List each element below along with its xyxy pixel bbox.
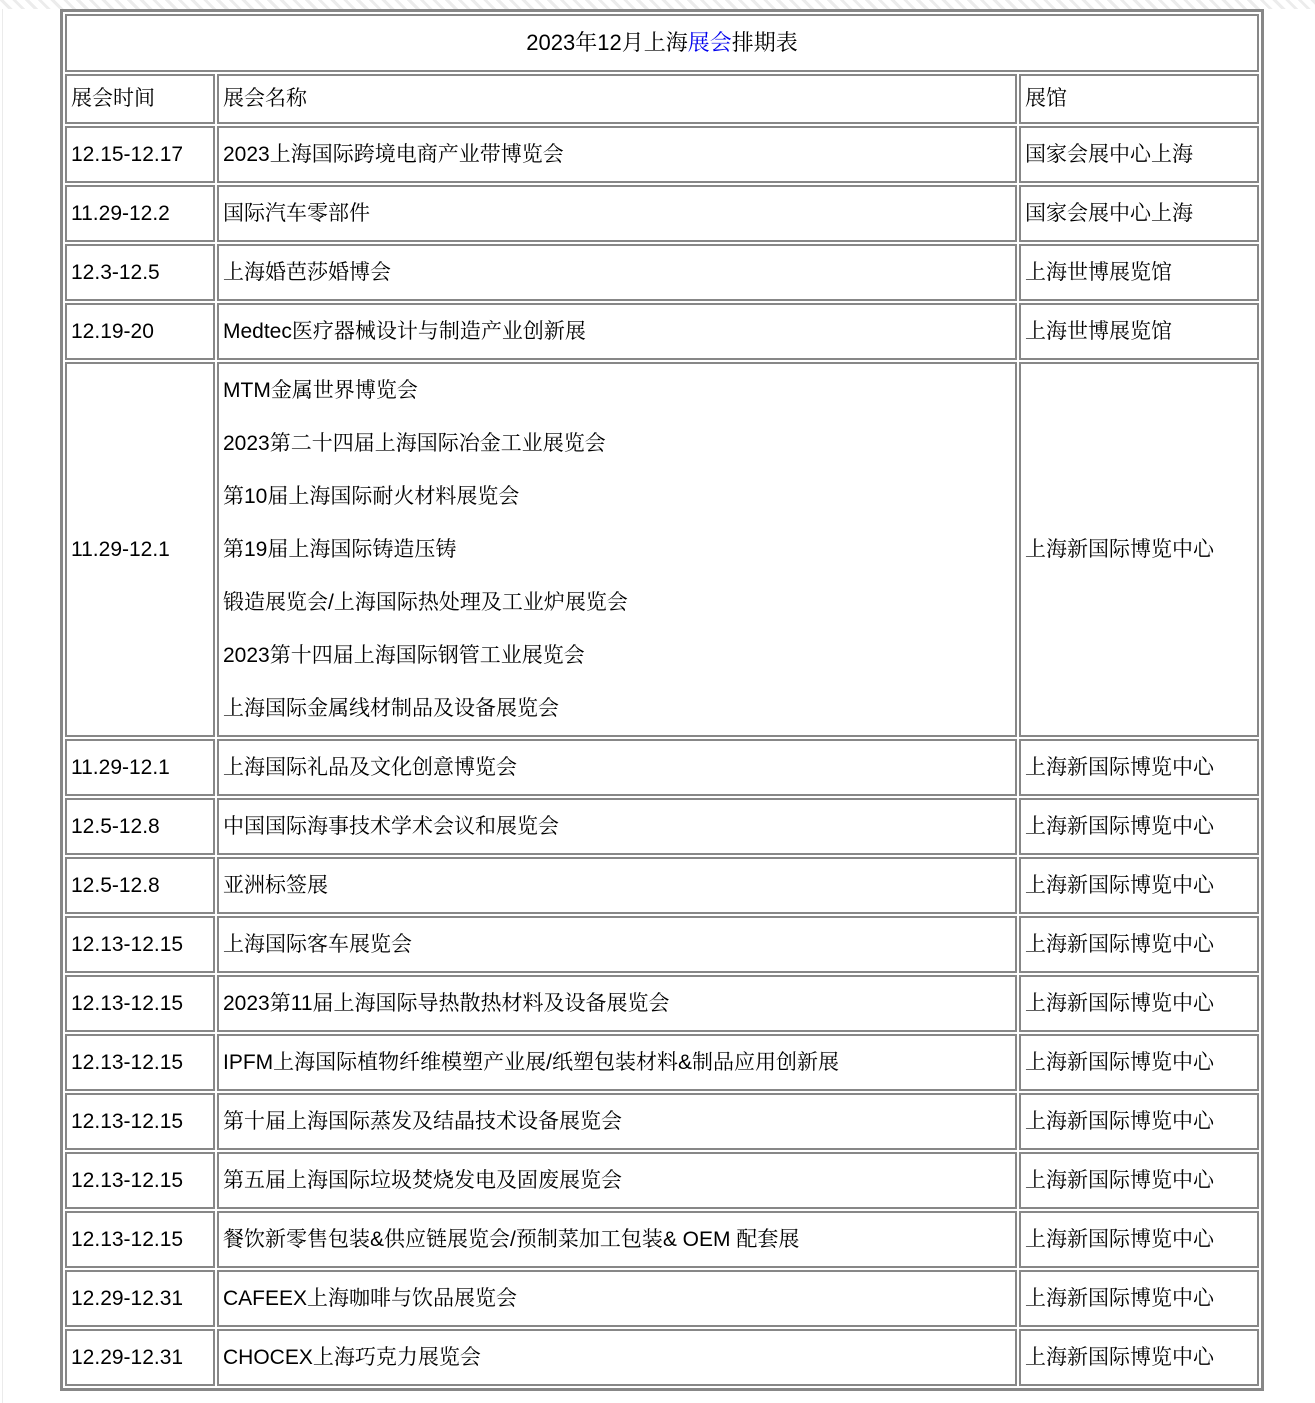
venue-cell: 上海世博展览馆: [1019, 244, 1259, 301]
exhibition-name-line: 第十届上海国际蒸发及结晶技术设备展览会: [223, 1110, 622, 1133]
time-cell: 12.13-12.15: [65, 916, 215, 973]
venue-cell: 上海新国际博览中心: [1019, 1093, 1259, 1150]
venue-cell: 上海新国际博览中心: [1019, 1270, 1259, 1327]
name-cell: [217, 185, 1017, 242]
exhibition-name-line: CAFEEX上海咖啡与饮品展览会: [223, 1287, 518, 1310]
exhibition-name-line: 第19届上海国际铸造压铸: [223, 538, 457, 561]
venue-cell: 上海新国际博览中心: [1019, 1211, 1259, 1268]
table-row: [65, 1152, 1259, 1209]
time-cell: 12.19-20: [65, 303, 215, 360]
venue-cell: 上海新国际博览中心: [1019, 1034, 1259, 1091]
exhibition-name-line: MTM金属世界博览会: [223, 379, 418, 402]
time-cell: 12.29-12.31: [65, 1270, 215, 1327]
table-row: [65, 185, 1259, 242]
exhibition-name-line: 第五届上海国际垃圾焚烧发电及固废展览会: [223, 1169, 622, 1192]
table-row: [65, 857, 1259, 914]
time-cell: 11.29-12.2: [65, 185, 215, 242]
time-cell: 12.13-12.15: [65, 1034, 215, 1091]
col-header-venue: 展馆: [1019, 74, 1259, 124]
title-row: [65, 14, 1259, 72]
table-row: [65, 798, 1259, 855]
name-cell: [217, 1211, 1017, 1268]
name-cell: [217, 1093, 1017, 1150]
name-cell: [217, 126, 1017, 183]
name-cell: [217, 975, 1017, 1032]
exhibition-name-line: 第10届上海国际耐火材料展览会: [223, 485, 520, 508]
name-cell: [217, 857, 1017, 914]
venue-cell: 上海世博展览馆: [1019, 303, 1259, 360]
exhibition-name-line: 上海国际金属线材制品及设备展览会: [223, 697, 559, 720]
venue-cell: 上海新国际博览中心: [1019, 798, 1259, 855]
exhibition-name-line: 锻造展览会/上海国际热处理及工业炉展览会: [223, 591, 628, 614]
time-cell: 12.5-12.8: [65, 798, 215, 855]
time-cell: 12.29-12.31: [65, 1329, 215, 1386]
table-row: [65, 739, 1259, 796]
exhibition-name-line: CHOCEX上海巧克力展览会: [223, 1346, 481, 1369]
exhibition-name-line: 2023上海国际跨境电商产业带博览会: [223, 143, 564, 166]
time-cell: 11.29-12.1: [65, 362, 215, 737]
name-cell: [217, 1270, 1017, 1327]
table-row: [65, 1211, 1259, 1268]
exhibition-name-line: IPFM上海国际植物纤维模塑产业展/纸塑包装材料&制品应用创新展: [223, 1051, 840, 1074]
title-suffix: 排期表: [731, 30, 798, 55]
table-row: [65, 1093, 1259, 1150]
table-row: [65, 126, 1259, 183]
col-header-time: 展会时间: [65, 74, 215, 124]
time-cell: 12.13-12.15: [65, 1152, 215, 1209]
header-row: [65, 74, 1259, 124]
table-row: [65, 362, 1259, 737]
venue-cell: 国家会展中心上海: [1019, 126, 1259, 183]
time-cell: 12.15-12.17: [65, 126, 215, 183]
exhibition-schedule-table: [60, 9, 1264, 1391]
title-exhibition-link[interactable]: 展会: [687, 30, 732, 55]
name-cell: [217, 916, 1017, 973]
exhibition-name-line: 上海国际礼品及文化创意博览会: [223, 756, 517, 779]
name-cell: [217, 739, 1017, 796]
time-cell: 11.29-12.1: [65, 739, 215, 796]
exhibition-name-line: 国际汽车零部件: [223, 202, 370, 225]
venue-cell: 上海新国际博览中心: [1019, 739, 1259, 796]
page-left-edge-line: [2, 9, 3, 1403]
venue-cell: 上海新国际博览中心: [1019, 362, 1259, 737]
screenshot-edge-hatch: [0, 0, 1315, 9]
table-row: [65, 1270, 1259, 1327]
page-title: [65, 14, 1259, 72]
venue-cell: 上海新国际博览中心: [1019, 975, 1259, 1032]
venue-cell: 上海新国际博览中心: [1019, 857, 1259, 914]
table-row: [65, 1329, 1259, 1386]
exhibition-name-line: Medtec医疗器械设计与制造产业创新展: [223, 320, 586, 343]
title-prefix: 2023年12月上海: [526, 30, 688, 55]
exhibition-name-line: 2023第11届上海国际导热散热材料及设备展览会: [223, 992, 670, 1015]
name-cell: [217, 1329, 1017, 1386]
name-cell: [217, 1034, 1017, 1091]
table-row: [65, 916, 1259, 973]
name-cell: [217, 1152, 1017, 1209]
table-row: [65, 244, 1259, 301]
time-cell: 12.3-12.5: [65, 244, 215, 301]
time-cell: 12.13-12.15: [65, 1093, 215, 1150]
table-row: [65, 303, 1259, 360]
exhibition-name-line: 上海国际客车展览会: [223, 933, 412, 956]
time-cell: 12.13-12.15: [65, 975, 215, 1032]
name-cell: [217, 362, 1017, 737]
exhibition-name-line: 上海婚芭莎婚博会: [223, 261, 391, 284]
table-row: [65, 1034, 1259, 1091]
name-cell: [217, 303, 1017, 360]
time-cell: 12.5-12.8: [65, 857, 215, 914]
col-header-name: 展会名称: [217, 74, 1017, 124]
exhibition-name-line: 2023第十四届上海国际钢管工业展览会: [223, 644, 585, 667]
name-cell: [217, 244, 1017, 301]
venue-cell: 上海新国际博览中心: [1019, 1329, 1259, 1386]
venue-cell: 上海新国际博览中心: [1019, 1152, 1259, 1209]
venue-cell: 国家会展中心上海: [1019, 185, 1259, 242]
table-row: [65, 975, 1259, 1032]
exhibition-name-line: 2023第二十四届上海国际冶金工业展览会: [223, 432, 606, 455]
time-cell: 12.13-12.15: [65, 1211, 215, 1268]
exhibition-name-line: 中国国际海事技术学术会议和展览会: [223, 815, 559, 838]
exhibition-name-line: 亚洲标签展: [223, 874, 328, 897]
venue-cell: 上海新国际博览中心: [1019, 916, 1259, 973]
name-cell: [217, 798, 1017, 855]
exhibition-name-line: 餐饮新零售包装&供应链展览会/预制菜加工包装& OEM 配套展: [223, 1228, 800, 1251]
